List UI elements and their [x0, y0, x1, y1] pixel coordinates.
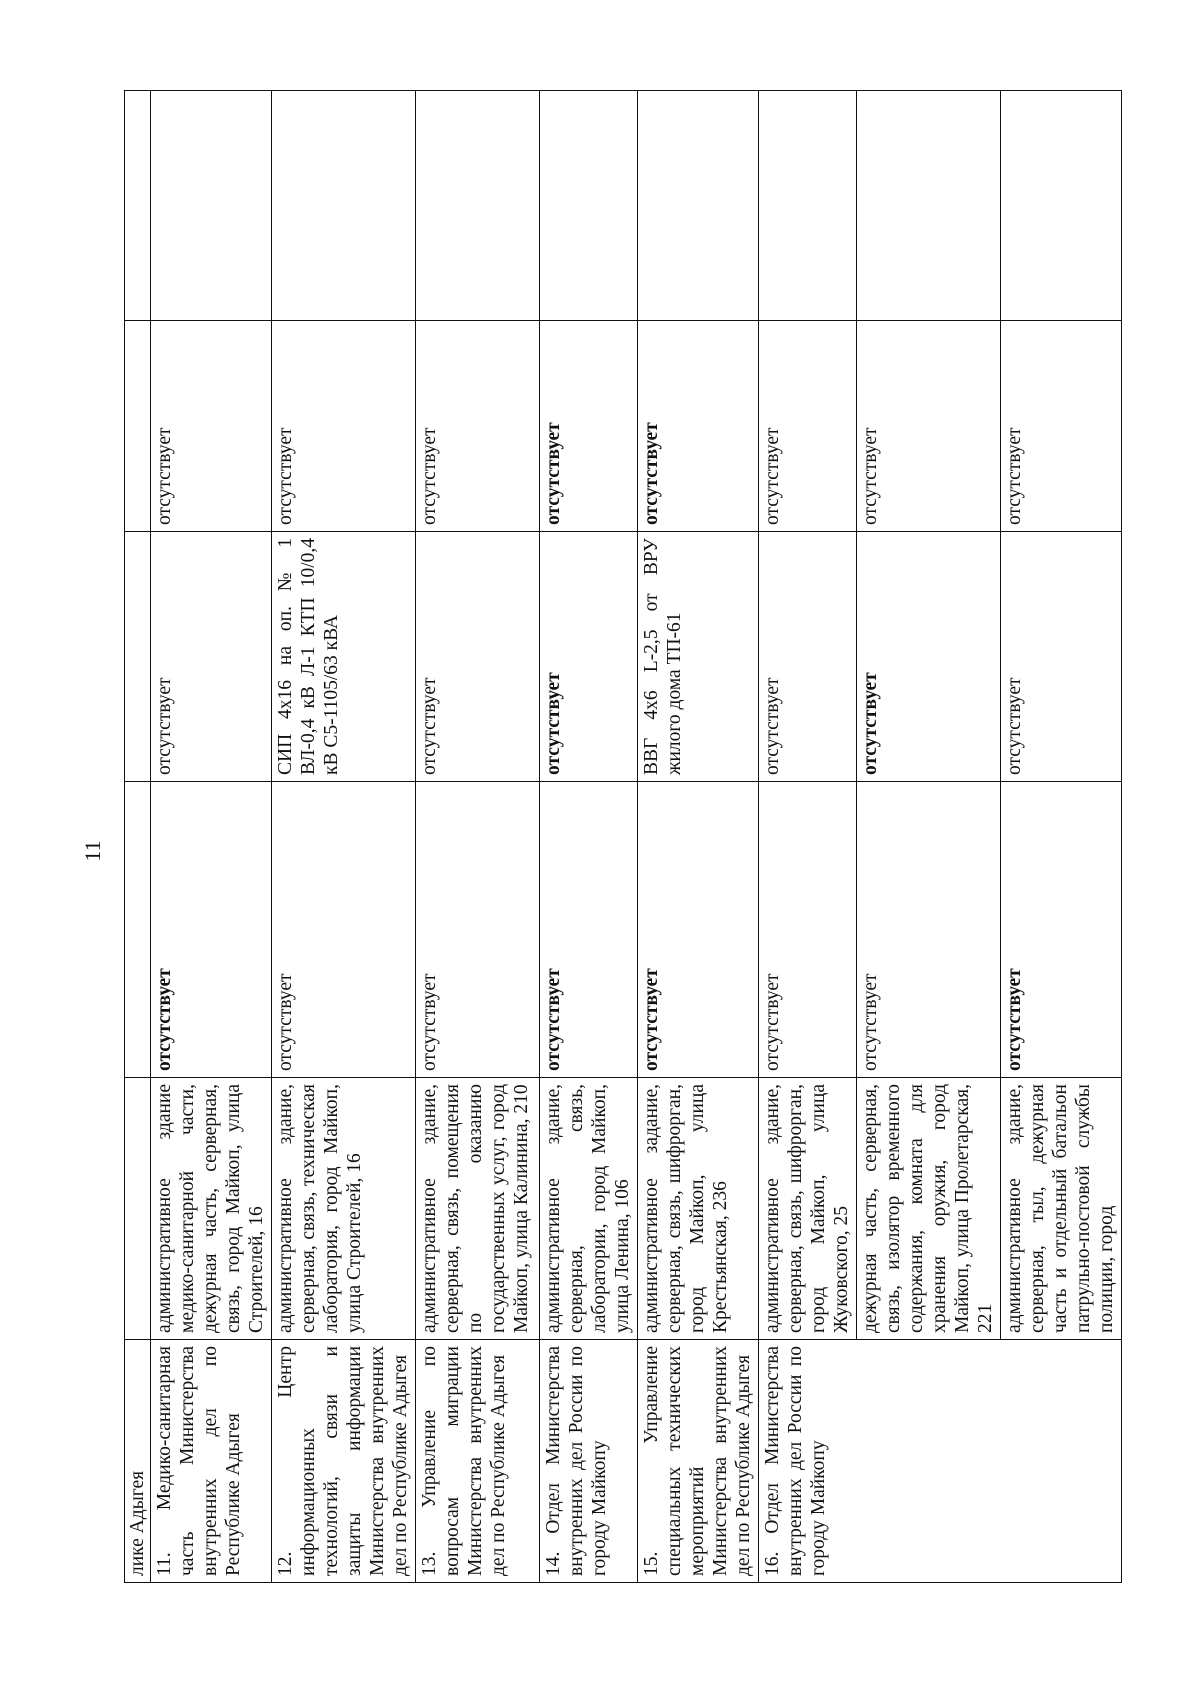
org-cell: 11. Медико-санитарная часть Министерства внутренних дел по Республике Адыгея [151, 1340, 272, 1583]
object-cell: административное здание, серверная, связь, техническая лаборатория, город Майкоп, улица Строителей, 16 [272, 1078, 416, 1340]
status-cell: отсутствует [1001, 321, 1122, 532]
empty-cell [540, 91, 638, 321]
status-cell: отсутствует [1001, 782, 1122, 1078]
status-cell: отсутствует [272, 321, 416, 532]
status-cell: отсутствует [151, 782, 272, 1078]
table-row [540, 91, 638, 1583]
object-cell: административное задание, серверная, связь, шифрорган, город Майкоп, улица Крестьянская, 236 [638, 1078, 759, 1340]
power-cell: ВВГ 4х6 L-2,5 от ВРУ жилого дома ТП-61 [638, 532, 759, 782]
object-cell: административное здание, серверная, связь, помещения по оказанию государственных услуг, город Майкоп, улица Калинина, 210 [416, 1078, 540, 1340]
table-row [151, 91, 272, 1583]
power-cell: отсутствует [857, 532, 1001, 782]
empty-cell [272, 91, 416, 321]
status-cell: отсутствует [857, 782, 1001, 1078]
power-cell: отсутствует [416, 532, 540, 782]
object-cell: дежурная часть, серверная, связь, изолятор временного содержания, комната для хранения оружия, город Майкоп, улица Пролетарская, 221 [857, 1078, 1001, 1340]
status-cell: отсутствует [759, 321, 857, 532]
org-cell: 14. Отдел Министерства внутренних дел России по городу Майкопу [540, 1340, 638, 1583]
empty-cell [151, 91, 272, 321]
power-cell: СИП 4х16 на оп. № 1 ВЛ-0,4 кВ Л-1 КТП 10/0,4 кВ С5-1105/63 кВА [272, 532, 416, 782]
object-cell: административное здание, серверная, связь, лаборатории, город Майкоп, улица Ленина, 106 [540, 1078, 638, 1340]
table-row [759, 91, 857, 1583]
status-cell: отсутствует [272, 782, 416, 1078]
table-row [416, 91, 540, 1583]
empty-cell [416, 91, 540, 321]
power-cell: отсутствует [1001, 532, 1122, 782]
status-cell: отсутствует [416, 782, 540, 1078]
org-cell: 13. Управление по вопросам миграции Министерства внутренних дел по Республике Адыгея [416, 1340, 540, 1583]
table-row [272, 91, 416, 1583]
empty-cell [1001, 91, 1122, 321]
status-cell: отсутствует [416, 321, 540, 532]
object-cell: административное здание, серверная, связь, шифрорган, город Майкоп, улица Жуковского, 25 [759, 1078, 857, 1340]
object-cell: административное здание, серверная, тыл, дежурная часть и отдельный батальон патрульно-постовой службы полиции, город [1001, 1078, 1122, 1340]
continuation-row [125, 91, 151, 1583]
empty-cell [759, 91, 857, 321]
status-cell: отсутствует [151, 321, 272, 532]
org-cell: 12. Центр информационных технологий, связи и защиты информации Министерства внутренних дел по Республике Адыгея [272, 1340, 416, 1583]
page-number: 11 [80, 840, 105, 862]
org-cell: лике Адыгея [125, 1340, 151, 1583]
org-cell: 15. Управление специальных технических мероприятий Министерства внутренних дел по Республике Адыгея [638, 1340, 759, 1583]
power-cell: отсутствует [759, 532, 857, 782]
power-cell: отсутствует [151, 532, 272, 782]
object-cell: административное здание медико-санитарной части, дежурная часть, серверная, связь, город Майкоп, улица Строителей, 16 [151, 1078, 272, 1340]
empty-cell [857, 91, 1001, 321]
empty-cell [638, 91, 759, 321]
status-cell: отсутствует [857, 321, 1001, 532]
org-cell: 16. Отдел Министерства внутренних дел России по городу Майкопу [759, 1340, 1122, 1583]
status-cell: отсутствует [638, 321, 759, 532]
status-cell: отсутствует [540, 782, 638, 1078]
status-cell: отсутствует [540, 321, 638, 532]
status-cell: отсутствует [638, 782, 759, 1078]
status-cell: отсутствует [759, 782, 857, 1078]
table-row [638, 91, 759, 1583]
power-cell: отсутствует [540, 532, 638, 782]
data-table [124, 90, 1122, 1583]
